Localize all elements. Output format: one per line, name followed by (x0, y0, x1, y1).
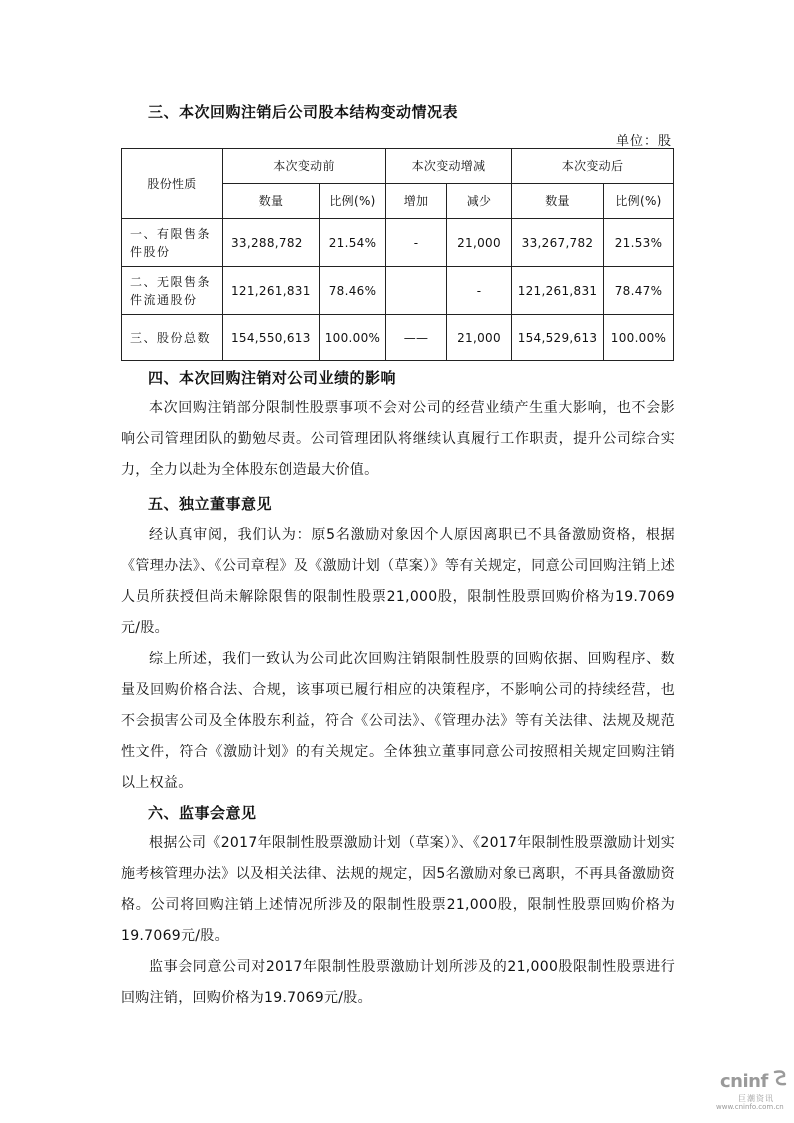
logo-swirl-icon (772, 1069, 788, 1087)
paragraph: 本次回购注销部分限制性股票事项不会对公司的经营业绩产生重大影响，也不会影响公司管理团队的勤勉尽责。公司管理团队将继续认真履行工作职责，提升公司综合实力，全力以赴为全体股东创造最大价值。 (121, 400, 675, 478)
table-row (122, 315, 674, 361)
header-share-type: 股份性质 (122, 149, 223, 219)
table-header-row (122, 149, 674, 184)
header-decrease: 减少 (447, 184, 512, 219)
row-type: 二、无限售条件流通股份 (122, 267, 223, 315)
table-row (122, 267, 674, 315)
logo-chinese-name: 巨潮资讯 (738, 1094, 774, 1103)
row-decrease: 21,000 (447, 219, 512, 267)
header-before-qty: 数量 (223, 184, 320, 219)
header-increase: 增加 (386, 184, 447, 219)
cninfo-watermark-logo (716, 1065, 790, 1115)
row-type: 一、有限售条件股份 (122, 219, 223, 267)
row-after-ratio: 78.47% (604, 267, 674, 315)
row-increase: —— (386, 315, 447, 361)
row-before-qty: 121,261,831 (223, 267, 320, 315)
section-4-body (121, 393, 675, 486)
header-after-qty: 数量 (512, 184, 604, 219)
section-3-title: 三、本次回购注销后公司股本结构变动情况表 (148, 103, 459, 121)
section-6-body (121, 828, 675, 1014)
paragraph: 经认真审阅，我们认为：原5名激励对象因个人原因离职已不具备激励资格，根据《管理办法》、《公司章程》及《激励计划（草案）》等有关规定，同意公司回购注销上述人员所获授但尚未解除限售的限制性股票21,000股，限制性股票回购价格为19.7069元/股。 (121, 527, 675, 636)
row-decrease: - (447, 267, 512, 315)
paragraph: 监事会同意公司对2017年限制性股票激励计划所涉及的21,000股限制性股票进行回购注销，回购价格为19.7069元/股。 (121, 959, 675, 1006)
header-before: 本次变动前 (223, 149, 386, 184)
row-increase: - (386, 219, 447, 267)
row-after-qty: 154,529,613 (512, 315, 604, 361)
row-after-qty: 33,267,782 (512, 219, 604, 267)
header-before-ratio: 比例(%) (320, 184, 386, 219)
row-decrease: 21,000 (447, 315, 512, 361)
paragraph: 根据公司《2017年限制性股票激励计划（草案）》、《2017年限制性股票激励计划实施考核管理办法》以及相关法律、法规的规定，因5名激励对象已离职，不再具备激励资格。公司将回购注销上述情况所涉及的限制性股票21,000股，限制性股票回购价格为19.7069元/股。 (121, 835, 675, 944)
row-after-qty: 121,261,831 (512, 267, 604, 315)
row-after-ratio: 21.53% (604, 219, 674, 267)
row-after-ratio: 100.00% (604, 315, 674, 361)
row-type: 三、股份总数 (122, 315, 223, 361)
section-4-title: 四、本次回购注销对公司业绩的影响 (148, 369, 397, 387)
header-after: 本次变动后 (512, 149, 674, 184)
row-before-qty: 33,288,782 (223, 219, 320, 267)
section-5-body (121, 520, 675, 799)
share-structure-table (121, 148, 674, 361)
row-before-ratio: 78.46% (320, 267, 386, 315)
row-before-ratio: 21.54% (320, 219, 386, 267)
section-6-title: 六、监事会意见 (148, 804, 257, 822)
section-5-title: 五、独立董事意见 (148, 495, 273, 513)
row-before-qty: 154,550,613 (223, 315, 320, 361)
table-row (122, 219, 674, 267)
row-increase (386, 267, 447, 315)
table-unit-label: 单位：股 (615, 134, 672, 149)
logo-brand: cninf (720, 1071, 768, 1092)
header-after-ratio: 比例(%) (604, 184, 674, 219)
logo-url: www.cninfo.com.cn (716, 1103, 784, 1111)
header-change: 本次变动增减 (386, 149, 512, 184)
row-before-ratio: 100.00% (320, 315, 386, 361)
paragraph: 综上所述，我们一致认为公司此次回购注销限制性股票的回购依据、回购程序、数量及回购价格合法、合规，该事项已履行相应的决策程序，不影响公司的持续经营，也不会损害公司及全体股东利益，符合《公司法》、《管理办法》等有关法律、法规及规范性文件，符合《激励计划》的有关规定。全体独立董事同意公司按照相关规定回购注销以上权益。 (121, 651, 675, 791)
